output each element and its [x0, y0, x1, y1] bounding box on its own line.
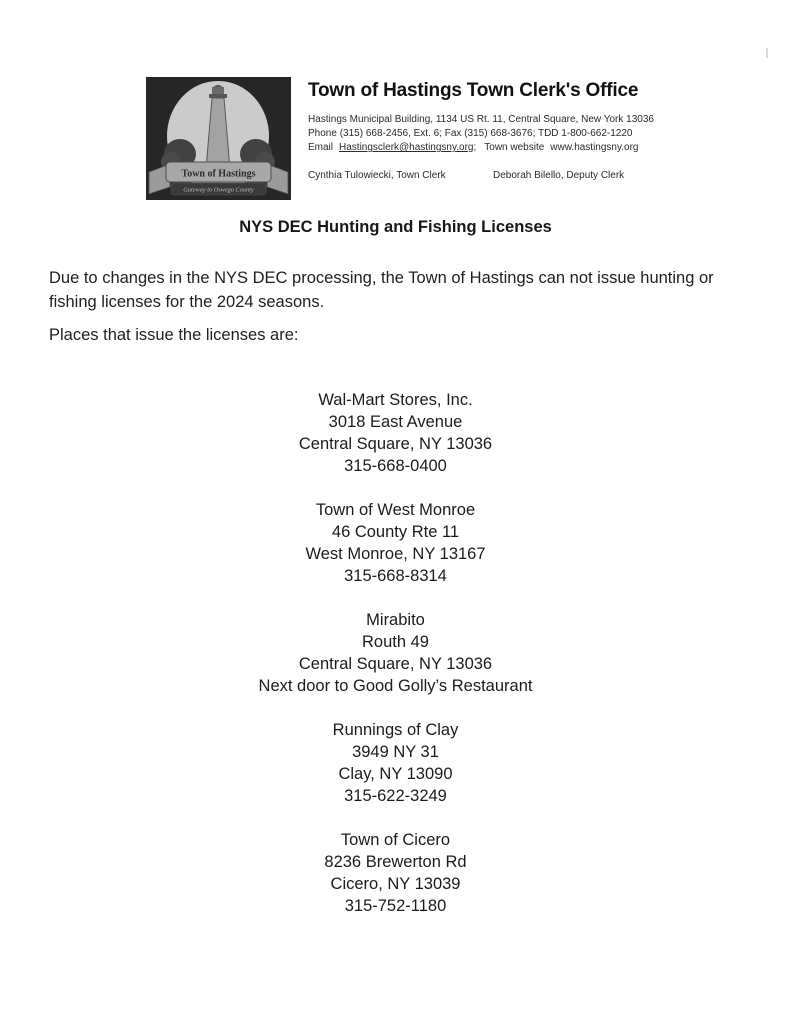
location-line: Wal-Mart Stores, Inc. — [318, 391, 473, 409]
website-url: www.hastingsny.org — [550, 142, 639, 153]
location-line: 315-668-0400 — [344, 457, 447, 475]
website-label: Town website — [484, 142, 545, 153]
location-line: 315-622-3249 — [344, 787, 447, 805]
letterhead — [308, 80, 708, 181]
location-block — [0, 609, 791, 697]
town-clerk-name: Cynthia Tulowiecki, Town Clerk — [308, 170, 446, 181]
location-block — [0, 829, 791, 917]
town-seal-graphic — [146, 77, 291, 200]
location-line: 3949 NY 31 — [352, 743, 439, 761]
clerks-row — [308, 170, 708, 181]
contact-email-line — [308, 141, 708, 155]
contact-phone-line: Phone (315) 668-2456, Ext. 6; Fax (315) 668-3676; TDD 1-800-662-1220 — [308, 128, 633, 139]
places-line: Places that issue the licenses are: — [49, 325, 299, 344]
document-title: NYS DEC Hunting and Fishing Licenses — [239, 218, 552, 236]
location-line: 46 County Rte 11 — [331, 523, 460, 541]
location-line: Mirabito — [366, 611, 425, 629]
location-line: Central Square, NY 13036 — [298, 655, 493, 673]
location-line: Central Square, NY 13036 — [298, 435, 493, 453]
intro-paragraph: Due to changes in the NYS DEC processing, the Town of Hastings can not issue hunting or fishing licenses for the 2024 seasons. — [49, 268, 714, 311]
locations-list — [0, 389, 791, 939]
location-line: 8236 Brewerton Rd — [324, 853, 467, 871]
location-block — [0, 719, 791, 807]
location-block — [0, 389, 791, 477]
email-separator: ; — [473, 142, 477, 153]
location-line: 315-752-1180 — [344, 897, 447, 915]
location-line: Town of Cicero — [340, 831, 451, 849]
location-line: 315-668-8314 — [344, 567, 447, 585]
location-line: West Monroe, NY 13167 — [305, 545, 486, 563]
contact-block — [308, 113, 708, 155]
banner-subtitle-text: Gateway to Oswego County — [183, 186, 254, 194]
location-line: Runnings of Clay — [332, 721, 459, 739]
location-line: 3018 East Avenue — [328, 413, 463, 431]
email-address: Hastingsclerk@hastingsny.org — [339, 142, 474, 153]
scan-artifact — [766, 48, 768, 58]
location-line: Cicero, NY 13039 — [330, 875, 461, 893]
town-seal-logo — [146, 77, 291, 200]
location-block — [0, 499, 791, 587]
location-line: Town of West Monroe — [315, 501, 476, 519]
contact-address-line: Hastings Municipal Building, 1134 US Rt. 11, Central Square, New York 13036 — [308, 114, 654, 125]
email-label: Email — [308, 142, 334, 153]
deputy-clerk-name: Deborah Bilello, Deputy Clerk — [493, 170, 625, 181]
office-title: Town of Hastings Town Clerk's Office — [308, 80, 639, 101]
banner-title-text: Town of Hastings — [181, 168, 256, 180]
location-line: Routh 49 — [362, 633, 429, 651]
location-line: Clay, NY 13090 — [338, 765, 453, 783]
location-line: Next door to Good Golly’s Restaurant — [258, 677, 533, 695]
